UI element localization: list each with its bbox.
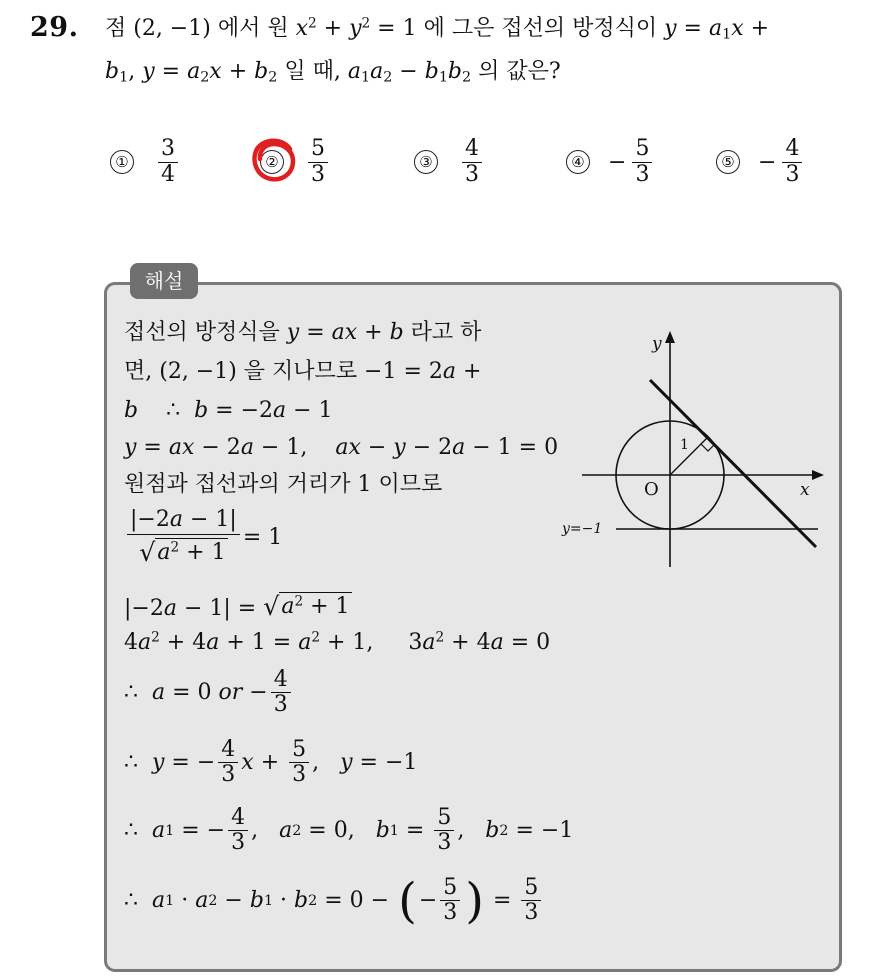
choice-sign: − <box>758 149 777 175</box>
choice-5[interactable] <box>716 132 802 192</box>
choice-number-4: ④ <box>566 150 590 174</box>
y-axis-label: y <box>652 334 662 354</box>
choice-number-5: ⑤ <box>716 150 740 174</box>
origin-label: O <box>644 479 659 500</box>
solution-line-11: ∴ a 1 = − $\frac{4}{3}$ , a 2 = 0, b 1 = $\frac{5}{3}$ , b 2 = −1 <box>124 805 574 856</box>
choice-2[interactable] <box>260 132 328 192</box>
fraction: $\frac{5}{3}$ <box>289 738 309 787</box>
choice-fraction: $\frac{4}{3}$ <box>782 137 802 186</box>
solution-line-7: |−2a − 1| = √ $a^2 + 1$ <box>124 592 350 621</box>
choice-fraction: $\frac{5}{3}$ <box>308 137 328 186</box>
choice-number-3: ③ <box>414 150 438 174</box>
y-axis-arrow-icon <box>665 331 675 343</box>
sqrt-symbol: √ $a^2 + 1$ <box>139 538 226 568</box>
choice-3[interactable] <box>414 132 482 192</box>
fraction: $\frac{4}{3}$ <box>218 738 238 787</box>
question-number: 29. <box>30 12 79 43</box>
solution-line-6: |−2a − 1| √ $a^2 + 1$ = 1 <box>124 508 282 567</box>
radius-segment <box>670 437 708 475</box>
choice-number-1: ① <box>110 150 134 174</box>
solution-line-2: 면, (2, −1) 을 지나므로 −1 = 2a + <box>124 359 482 384</box>
solution-line-8: $4a^2 + 4a + 1 = a^2 + 1$, $3a^2 + 4a = 0$ <box>124 629 551 655</box>
solution-line-1: 접선의 방정식을 y = ax + b 라고 하 <box>124 320 482 345</box>
fraction: $\frac{5}{3}$ <box>440 876 460 925</box>
question-text-line-1: 점 (2, −1) 에서 원 $x^2 + y^2 = 1$ 에 그은 접선의 방정식이 $y = a_1x$ + <box>105 15 770 43</box>
distance-fraction: |−2a − 1| √ $a^2 + 1$ <box>127 508 240 567</box>
x-axis-arrow-icon <box>812 470 824 480</box>
solution-line-5: 원점과 접선과의 거리가 1 이므로 <box>124 472 443 497</box>
x-axis-label: x <box>800 480 810 500</box>
tangent-circle-diagram <box>560 325 830 570</box>
solution-line-4: y = ax − 2a − 1, ax − y − 2a − 1 = 0 <box>124 435 559 460</box>
choice-1[interactable] <box>110 132 178 192</box>
tangent-line <box>650 380 816 547</box>
sqrt-symbol: √ $a^2 + 1$ <box>263 592 350 621</box>
choice-fraction: $\frac{3}{4}$ <box>158 137 178 186</box>
question-text-line-2: $b_1$, $y = a_2x + b_2$ 일 때, $a_1a_2 - b_1b_2$ 의 값은? <box>105 59 561 86</box>
choice-fraction: $\frac{4}{3}$ <box>462 137 482 186</box>
solution-line-3: b ∴ b = −2a − 1 <box>124 398 333 423</box>
line-y-minus-1-label: y=−1 <box>562 521 603 537</box>
fraction: $\frac{5}{3}$ <box>434 806 454 855</box>
fraction: $\frac{4}{3}$ <box>271 668 291 717</box>
solution-line-10: ∴ y = − $\frac{4}{3}$ x + $\frac{5}{3}$ , y = −1 <box>124 737 418 788</box>
choice-sign: − <box>608 149 627 175</box>
left-paren: ( <box>398 872 417 929</box>
choice-4[interactable] <box>566 132 652 192</box>
solution-line-9: ∴ a = 0 or − $\frac{4}{3}$ <box>124 668 294 717</box>
solution-line-12: ∴ a 1 · a 2 − b 1 · b 2 = 0 − ( − $\frac{5}{3}$ ) = $\frac{5}{3}$ <box>124 876 544 925</box>
radius-label: 1 <box>680 437 689 453</box>
fraction: $\frac{5}{3}$ <box>521 876 541 925</box>
choice-number-2: ② <box>260 150 284 174</box>
explanation-badge: 해설 <box>130 263 198 299</box>
right-paren: ) <box>465 872 484 929</box>
fraction: $\frac{4}{3}$ <box>228 806 248 855</box>
choice-fraction: $\frac{5}{3}$ <box>632 137 652 186</box>
